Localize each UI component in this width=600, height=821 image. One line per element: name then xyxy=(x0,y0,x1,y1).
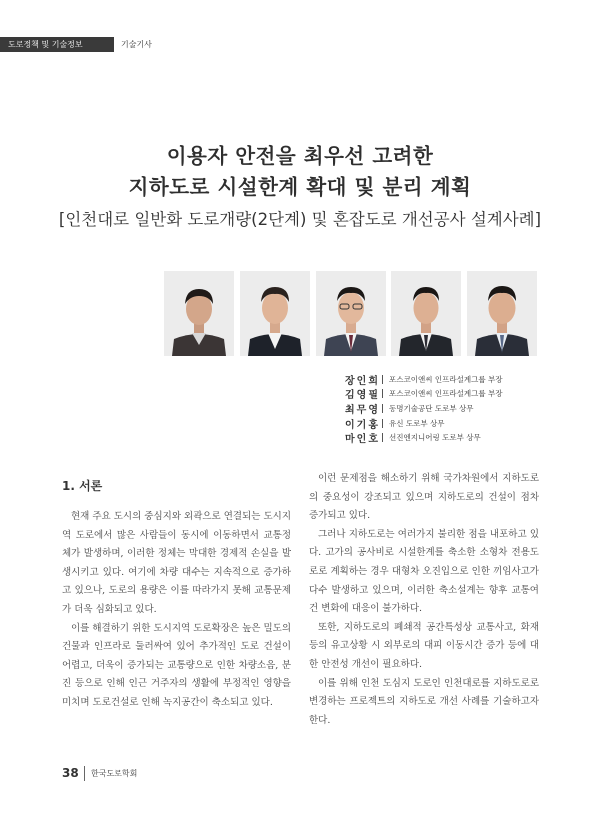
section-heading: 1. 서론 xyxy=(62,479,103,493)
article-title-line2: 지하도로 시설한계 확대 및 분리 계획 xyxy=(128,175,472,199)
author-photo-1 xyxy=(164,271,234,356)
author-row xyxy=(345,387,502,402)
author-name: 마인호 xyxy=(345,434,380,446)
author-divider xyxy=(382,433,383,442)
author-divider xyxy=(382,404,383,413)
author-list xyxy=(345,372,502,445)
body-paragraph: 또한, 지하도로의 폐쇄적 공간특성상 교통사고, 화재등의 유고상황 시 외부로의 대피 이동시간 증가 등에 대한 안전성 개선이 필요하다. xyxy=(309,621,539,670)
body-paragraph: 그러나 지하도로는 여러가지 불리한 점을 내포하고 있다. 고가의 공사비로 시설한계를 축소한 소형차 전용도로로 계획하는 경우 대형차 오진입으로 인한 끼임사고가 다수 발생하고 있으며, 이러한 축소설계는 향후 교통여건 변화에 대응이 불가하다. xyxy=(309,528,539,615)
article-title-line1: 이용자 안전을 최우선 고려한 xyxy=(166,144,434,168)
author-divider xyxy=(382,419,383,428)
header-category: 도로정책 및 기술정보 xyxy=(0,37,114,52)
author-row xyxy=(345,401,502,416)
author-affiliation: 포스코이앤씨 인프라설계그룹 부장 xyxy=(389,389,503,399)
body-paragraph: 이런 문제점을 해소하기 위해 국가차원에서 지하도로의 중요성이 강조되고 있으며 지하도로의 건설이 점차 증가되고 있다. xyxy=(309,473,539,522)
author-photo-3 xyxy=(316,271,386,356)
author-affiliation: 유신 도로부 상무 xyxy=(389,418,445,428)
header-section: 기술기사 xyxy=(121,40,152,49)
header-bar xyxy=(0,37,152,52)
author-name: 최무영 xyxy=(345,404,380,416)
publication-name: 한국도로학회 xyxy=(91,769,138,778)
left-column xyxy=(62,508,291,713)
author-name: 김영필 xyxy=(345,390,380,402)
author-photo-5 xyxy=(467,271,537,356)
author-row xyxy=(345,430,502,445)
author-row xyxy=(345,372,502,387)
article-subtitle: [인천대로 일반화 도로개량(2단계) 및 혼잡도로 개선공사 설계사례] xyxy=(58,210,542,229)
body-paragraph: 이를 위해 인천 도심지 도로인 인천대로를 지하도로로 변경하는 프로젝트의 지하도로 개선 사례를 기술하고자 한다. xyxy=(309,677,539,726)
author-name: 이기홍 xyxy=(345,419,380,431)
author-affiliation: 선진엔지니어링 도로부 상무 xyxy=(389,433,481,443)
page-number: 38 xyxy=(62,766,79,780)
author-affiliation: 동명기술공단 도로부 상무 xyxy=(389,403,474,413)
right-column xyxy=(309,470,539,730)
body-paragraph: 이를 해결하기 위한 도시지역 도로확장은 높은 밀도의 건물과 인프라로 둘러싸여 있어 추가적인 도로 건설이 어렵고, 더욱이 증가되는 교통량으로 인한 차량소음, 분진 등으로 인해 인근 거주자의 생활에 부정적인 영향을 미치며 도로건설로 인해 녹지공간이 축소되고 있다. xyxy=(62,622,292,708)
author-photo-4 xyxy=(391,271,461,356)
author-divider xyxy=(382,375,383,384)
author-row xyxy=(345,416,502,431)
author-divider xyxy=(382,389,383,398)
author-affiliation: 포스코이앤씨 인프라설계그룹 부장 xyxy=(389,374,503,384)
author-name: 장인희 xyxy=(345,375,380,387)
body-paragraph: 현재 주요 도시의 중심지와 외곽으로 연결되는 도시지역 도로에서 많은 사람들이 동시에 이동하면서 교통정체가 발생하며, 이러한 정체는 막대한 경제적 손실을 발생시키고 있다. 여기에 차량 대수는 지속적으로 증가하고 있으나, 도로의 용량은 이를 따라가지 못해 교통문제가 더욱 심화되고 있다. xyxy=(62,511,292,615)
author-photo-2 xyxy=(240,271,310,356)
footer-divider xyxy=(84,766,85,781)
